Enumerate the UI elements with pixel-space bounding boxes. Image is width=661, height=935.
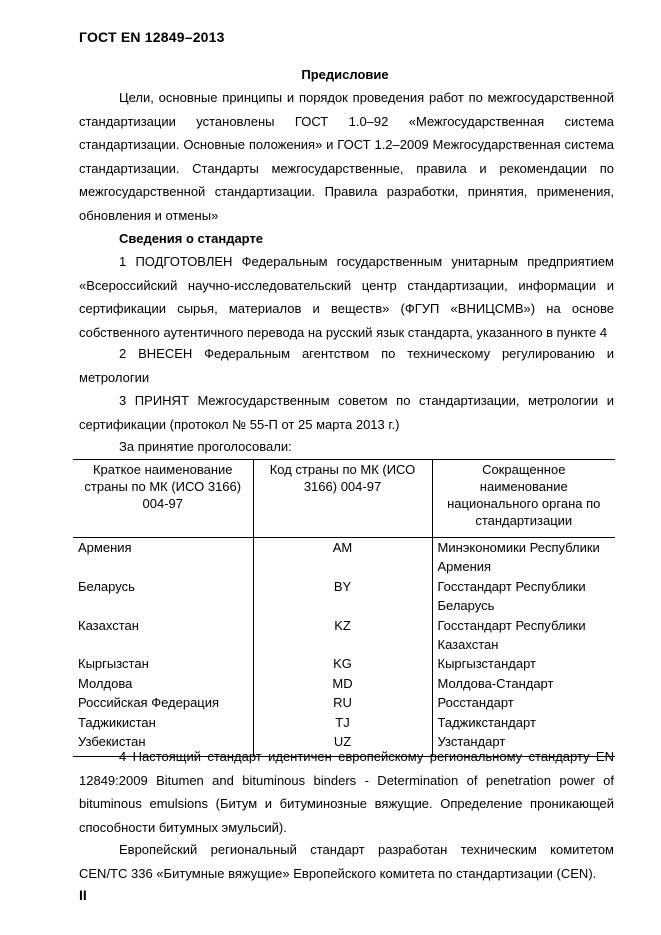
cell-country: Армения: [78, 540, 132, 555]
item-1-paragraph: 1 ПОДГОТОВЛЕН Федеральным государственным унитарным предприятием «Всероссийский научно-исследовательский центр стандартизации, информации и сертификации сырья, материалов и веществ» (ФГУП «ВНИЦСМВ») на основе собственного аутентичного перевода на русский язык стандарта, указанного в пункте 4: [79, 254, 614, 340]
cell-country: Кыргызстан: [78, 656, 149, 672]
cell-agency: Минэкономики Республики Армения: [432, 538, 615, 577]
item-4-paragraph: 4 Настоящий стандарт идентичен европейскому региональному стандарту EN 12849:2009 Bitumen and bituminous binders - Determination of penetration power of bituminous emulsions (Битум и битуминозные вяжущие. Определение проникающей способности битумных эмульсий).: [79, 749, 614, 835]
cell-agency: Таджикстандарт: [432, 713, 615, 732]
cell-country: Казахстан: [78, 617, 139, 633]
cell-code: AM: [253, 538, 432, 577]
cell-code: KZ: [253, 616, 432, 655]
table-row: [73, 654, 615, 673]
cell-agency: Госстандарт Республики Беларусь: [432, 577, 615, 616]
cell-agency: Узстандарт: [432, 732, 615, 757]
cell-country: Таджикистан: [78, 714, 156, 730]
cell-country: Российская Федерация: [78, 695, 220, 711]
cell-code: RU: [253, 693, 432, 712]
table-header-row: [73, 460, 615, 538]
table-row: [73, 693, 615, 712]
col-header-agency: Сокращенное наименование национального органа по стандартизации: [432, 460, 615, 538]
cell-agency: Госстандарт Республики Казахстан: [432, 616, 615, 655]
cell-code: MD: [253, 674, 432, 693]
voting-table: [73, 459, 615, 757]
cell-code: KG: [253, 654, 432, 673]
cell-country: Молдова: [78, 675, 133, 691]
cell-code: BY: [253, 577, 432, 616]
col-header-code: Код страны по МК (ИСО 3166) 004-97: [253, 460, 432, 538]
cell-agency: Росстандарт: [432, 693, 615, 712]
table-row: [73, 713, 615, 732]
cell-agency: Молдова-Стандарт: [432, 674, 615, 693]
table-row: [73, 616, 615, 655]
item-3-paragraph: 3 ПРИНЯТ Межгосударственным советом по стандартизации, метрологии и сертификации (протокол № 55-П от 25 марта 2013 г.): [79, 393, 614, 432]
table-row: [73, 674, 615, 693]
col-header-country: Краткое наименование страны по МК (ИСО 3166) 004-97: [84, 462, 242, 511]
voted-label: За принятие проголосовали:: [119, 439, 292, 454]
subheading: Сведения о стандарте: [119, 231, 264, 246]
cell-code: UZ: [253, 732, 432, 757]
section-title: Предисловие: [301, 67, 389, 82]
cell-code: TJ: [253, 713, 432, 732]
cell-country: Узбекистан: [78, 734, 146, 750]
cell-country: Беларусь: [78, 578, 135, 594]
item-5-paragraph: Европейский региональный стандарт разработан техническим комитетом CEN/TC 336 «Битумные вяжущие» Европейского комитета по стандартизации (CEN).: [79, 842, 614, 881]
table-row: [73, 577, 615, 616]
document-header: ГОСТ EN 12849–2013: [79, 29, 225, 45]
page-number: II: [79, 887, 87, 903]
cell-agency: Кыргызстандарт: [432, 654, 615, 673]
table-row: [73, 538, 615, 577]
item-2-paragraph: 2 ВНЕСЕН Федеральным агентством по техническому регулированию и метрологии: [79, 346, 614, 385]
intro-paragraph: Цели, основные принципы и порядок проведения работ по межгосударственной стандартизации установлены ГОСТ 1.0–92 «Межгосударственная система стандартизации. Основные положения» и ГОСТ 1.2–2009 Межгосударственная система стандартизации. Стандарты межгосударственные, правила и рекомендации по межгосударственной стандартизации. Правила разработки, принятия, применения, обновления и отмены»: [79, 90, 614, 223]
